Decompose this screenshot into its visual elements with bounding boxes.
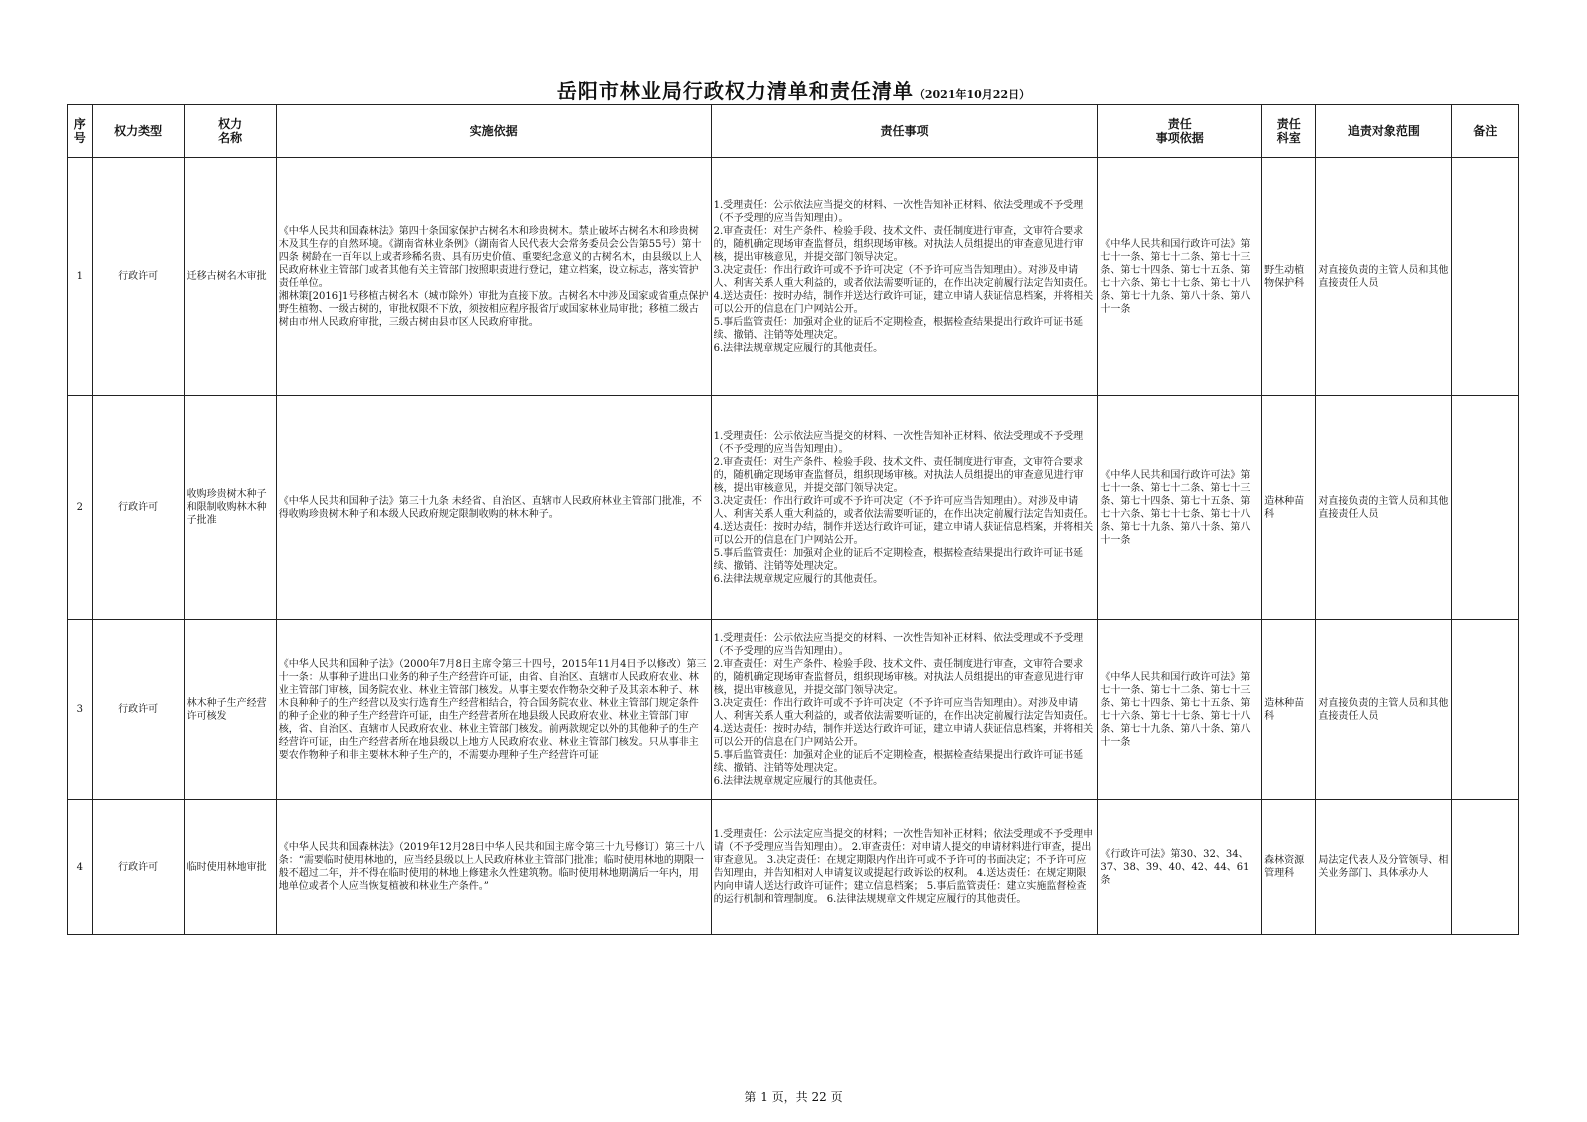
table-row	[68, 158, 1519, 396]
row-duty-basis: 《行政许可法》第30、32、34、37、38、39、40、42、44、61条	[1098, 800, 1262, 935]
row-duty-basis: 《中华人民共和国行政许可法》第七十一条、第七十二条、第七十三条、第七十四条、第七十五条、第七十六条、第七十七条、第七十八条、第七十九条、第八十条、第八十一条	[1098, 396, 1262, 620]
header-row	[68, 105, 1519, 158]
row-remark	[1452, 158, 1519, 396]
row-no: 1	[68, 158, 93, 396]
row-dept: 野生动植物保护科	[1262, 158, 1316, 396]
page-footer: 第 1 页，共 22 页	[744, 1090, 843, 1104]
row-basis: 《中华人民共和国森林法》第四十条国家保护古树名木和珍贵树木。禁止破坏古树名木和珍贵树木及其生存的自然环境。《湖南省林业条例》（湖南省人民代表大会常务委员会公告第55号）第十四条 树龄在一百年以上或者珍稀名贵、具有历史价值、重要纪念意义的古树名木，由县级以上人民政府林业主管部门或者其他有关主管部门按照职责进行登记，建立档案，设立标志，落实管护责任单位。 湘林策[2016]1号移植古树名木（城市除外）审批为直接下放。古树名木中涉及国家或省重点保护野生植物、一级古树的，审批权限不下放，须按相应程序报省厅或国家林业局审批；移植二级古树由市州人民政府审批，三级古树由县市区人民政府审批。	[276, 158, 711, 396]
table-row	[68, 396, 1519, 620]
row-name: 迁移古树名木审批	[184, 158, 276, 396]
row-scope: 对直接负责的主管人员和其他直接责任人员	[1316, 396, 1452, 620]
row-no: 3	[68, 620, 93, 800]
row-dept: 造林种苗科	[1262, 620, 1316, 800]
row-duty: 1.受理责任：公示法定应当提交的材料；一次性告知补正材料；依法受理或不予受理申请（不予受理应当告知理由）。 2.审查责任：对申请人提交的申请材料进行审查，提出审查意见。 3.决定责任：在规定期限内作出许可或不予许可的书面决定；不予许可应告知理由，并告知相对人申请复议或提起行政诉讼的权利。 4.送达责任：在规定期限内向申请人送达行政许可证件；建立信息档案； 5.事后监管责任：建立实施监督检查的运行机制和管理制度。 6.法律法规规章文件规定应履行的其他责任。	[711, 800, 1098, 935]
row-name: 收购珍贵树木种子和限制收购林木种子批准	[184, 396, 276, 620]
header-dept: 责任 科室	[1262, 105, 1316, 158]
row-duty: 1.受理责任：公示依法应当提交的材料、一次性告知补正材料、依法受理或不予受理（不予受理的应当告知理由）。 2.审查责任：对生产条件、检验手段、技术文件、责任制度进行审查，文审符合要求的，随机确定现场审查监督员，组织现场审核。对执法人员组提出的审查意见进行审核，提出审核意见，并提交部门领导决定。 3.决定责任：作出行政许可或不予许可决定（不予许可应当告知理由）。对涉及申请人、利害关系人重大利益的，或者依法需要听证的，在作出决定前履行法定告知责任。 4.送达责任：按时办结，制作并送达行政许可证，建立申请人获证信息档案，并将相关可以公开的信息在门户网站公开。 5.事后监管责任：加强对企业的证后不定期检查，根据检查结果提出行政许可证书延续、撤销、注销等处理决定。 6.法律法规章规定应履行的其他责任。	[711, 158, 1098, 396]
table-row	[68, 800, 1519, 935]
row-duty: 1.受理责任：公示依法应当提交的材料、一次性告知补正材料、依法受理或不予受理（不予受理的应当告知理由）。 2.审查责任：对生产条件、检验手段、技术文件、责任制度进行审查，文审符合要求的，随机确定现场审查监督员，组织现场审核。对执法人员组提出的审查意见进行审核，提出审核意见，并提交部门领导决定。 3.决定责任：作出行政许可或不予许可决定（不予许可应当告知理由）。对涉及申请人、利害关系人重大利益的，或者依法需要听证的，在作出决定前履行法定告知责任。 4.送达责任：按时办结，制作并送达行政许可证，建立申请人获证信息档案，并将相关可以公开的信息在门户网站公开。 5.事后监管责任：加强对企业的证后不定期检查，根据检查结果提出行政许可证书延续、撤销、注销等处理决定。 6.法律法规章规定应履行的其他责任。	[711, 620, 1098, 800]
row-type: 行政许可	[92, 800, 184, 935]
row-name: 林木种子生产经营许可核发	[184, 620, 276, 800]
header-duty: 责任事项	[711, 105, 1098, 158]
row-duty-basis: 《中华人民共和国行政许可法》第七十一条、第七十二条、第七十三条、第七十四条、第七十五条、第七十六条、第七十七条、第七十八条、第七十九条、第八十条、第八十一条	[1098, 620, 1262, 800]
header-remark: 备注	[1452, 105, 1519, 158]
table-row	[68, 620, 1519, 800]
row-dept: 造林种苗科	[1262, 396, 1316, 620]
row-no: 4	[68, 800, 93, 935]
row-dept: 森林资源管理科	[1262, 800, 1316, 935]
row-scope: 对直接负责的主管人员和其他直接责任人员	[1316, 158, 1452, 396]
row-basis: 《中华人民共和国森林法》（2019年12月28日中华人民共和国主席令第三十九号修订）第三十八条：“需要临时使用林地的，应当经县级以上人民政府林业主管部门批准；临时使用林地的期限一般不超过二年，并不得在临时使用的林地上修建永久性建筑物。临时使用林地期满后一年内，用地单位或者个人应当恢复植被和林业生产条件。”	[276, 800, 711, 935]
row-scope: 局法定代表人及分管领导、相关业务部门、具体承办人	[1316, 800, 1452, 935]
title-date: （2021年10月22日）	[913, 88, 1031, 101]
header-duty-basis: 责任 事项依据	[1098, 105, 1262, 158]
row-type: 行政许可	[92, 396, 184, 620]
row-remark	[1452, 800, 1519, 935]
row-basis: 《中华人民共和国种子法》（2000年7月8日主席令第三十四号，2015年11月4日予以修改）第三十一条：从事种子进出口业务的种子生产经营许可证，由省、自治区、直辖市人民政府农业、林业主管部门审核，国务院农业、林业主管部门核发。从事主要农作物杂交种子及其亲本种子、林木良种种子的生产经营以及实行选育生产经营相结合，符合国务院农业、林业主管部门规定条件的种子企业的种子生产经营许可证，由生产经营者所在地县级人民政府农业、林业主管部门审核，省、自治区、直辖市人民政府农业、林业主管部门核发。前两款规定以外的其他种子的生产经营许可证，由生产经营者所在地县级以上地方人民政府农业、林业主管部门核发。只从事非主要农作物种子和非主要林木种子生产的，不需要办理种子生产经营许可证	[276, 620, 711, 800]
header-no: 序 号	[68, 105, 93, 158]
row-remark	[1452, 620, 1519, 800]
header-scope: 追责对象范围	[1316, 105, 1452, 158]
header-type: 权力类型	[92, 105, 184, 158]
row-duty-basis: 《中华人民共和国行政许可法》第七十一条、第七十二条、第七十三条、第七十四条、第七十五条、第七十六条、第七十七条、第七十八条、第七十九条、第八十条、第八十一条	[1098, 158, 1262, 396]
row-type: 行政许可	[92, 620, 184, 800]
row-basis: 《中华人民共和国种子法》第三十九条 未经省、自治区、直辖市人民政府林业主管部门批准，不得收购珍贵树木种子和本级人民政府规定限制收购的林木种子。	[276, 396, 711, 620]
row-type: 行政许可	[92, 158, 184, 396]
row-duty: 1.受理责任：公示依法应当提交的材料、一次性告知补正材料、依法受理或不予受理（不予受理的应当告知理由）。 2.审查责任：对生产条件、检验手段、技术文件、责任制度进行审查，文审符合要求的，随机确定现场审查监督员，组织现场审核。对执法人员组提出的审查意见进行审核，提出审核意见，并提交部门领导决定。 3.决定责任：作出行政许可或不予许可决定（不予许可应当告知理由）。对涉及申请人、利害关系人重大利益的，或者依法需要听证的，在作出决定前履行法定告知责任。 4.送达责任：按时办结，制作并送达行政许可证，建立申请人获证信息档案，并将相关可以公开的信息在门户网站公开。 5.事后监管责任：加强对企业的证后不定期检查，根据检查结果提出行政许可证书延续、撤销、注销等处理决定。 6.法律法规章规定应履行的其他责任。	[711, 396, 1098, 620]
power-list-table	[67, 104, 1519, 935]
header-name: 权力 名称	[184, 105, 276, 158]
row-no: 2	[68, 396, 93, 620]
row-name: 临时使用林地审批	[184, 800, 276, 935]
row-scope: 对直接负责的主管人员和其他直接责任人员	[1316, 620, 1452, 800]
page-title	[0, 75, 1587, 104]
row-remark	[1452, 396, 1519, 620]
title-text: 岳阳市林业局行政权力清单和责任清单	[556, 79, 914, 103]
header-basis: 实施依据	[276, 105, 711, 158]
